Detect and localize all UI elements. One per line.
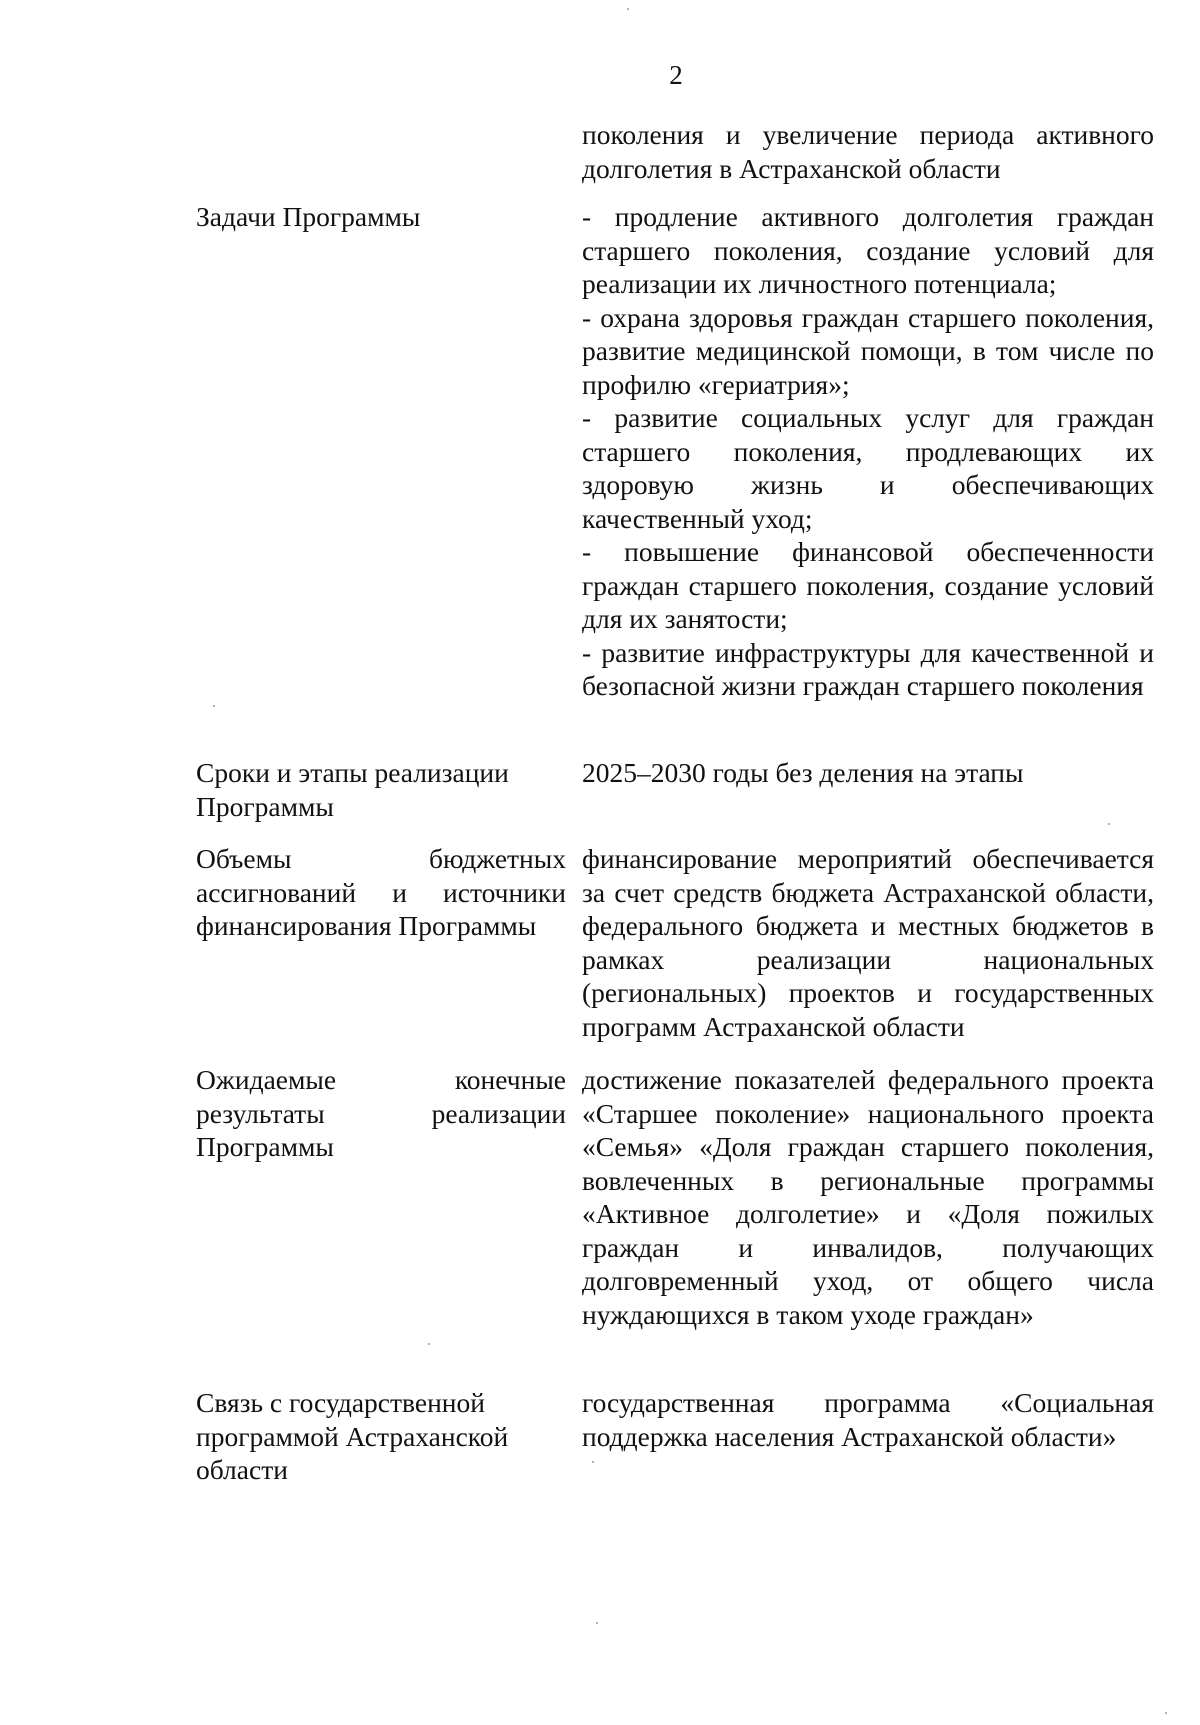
row-label-funding: Объемы бюджетных ассигнований и источники финансирования Программы [196,843,566,941]
task-item: - развитие социальных услуг для граждан старшего поколения, продлевающих их здоровую жизнь и обеспечивающих качественный уход; [582,402,1154,534]
task-item: - повышение финансовой обеспеченности граждан старшего поколения, создание условий для их занятости; [582,536,1154,634]
scan-speck [592,1461,594,1463]
row-value-link: государственная программа «Социальная поддержка населения Астраханской области» [582,1387,1154,1452]
continuation-text: поколения и увеличение периода активного долголетия в Астраханской области [582,119,1154,184]
row-value-tasks [582,200,1154,703]
row-value-terms: 2025–2030 годы без деления на этапы [582,757,1024,788]
row-label-results: Ожидаемые конечные результаты реализации Программы [196,1064,566,1162]
scan-speck [596,1622,598,1624]
row-label-link: Связь с государственной программой Астраханской области [196,1387,509,1485]
row-value-funding: финансирование мероприятий обеспечивается за счет средств бюджета Астраханской области, федерального бюджета и местных бюджетов в рамках реализации национальных (региональных) проектов и государственных программ Астраханской области [582,843,1154,1042]
scan-speck [627,8,629,10]
task-item: - продление активного долголетия граждан старшего поколения, создание условий для реализации их личностного потенциала; [582,201,1154,299]
scan-speck [213,705,215,707]
scan-speck [1165,1712,1167,1714]
task-item: - развитие инфраструктуры для качественной и безопасной жизни граждан старшего поколения [582,636,1154,701]
page-number: 2 [669,60,683,90]
row-label-tasks: Задачи Программы [196,201,421,232]
scan-speck [428,1343,430,1345]
task-item: - охрана здоровья граждан старшего поколения, развитие медицинской помощи, в том числе по профилю «гериатрия»; [582,301,1154,400]
row-value-results: достижение показателей федерального проекта «Старшее поколение» национального проекта «Семья» «Доля граждан старшего поколения, вовлеченных в региональные программы «Активное долголетие» и «Доля пожилых граждан и инвалидов, получающих долговременный уход, от общего числа нуждающихся в таком уходе граждан» [582,1064,1154,1330]
row-label-terms: Сроки и этапы реализации Программы [196,757,509,822]
scan-speck [1108,823,1110,825]
